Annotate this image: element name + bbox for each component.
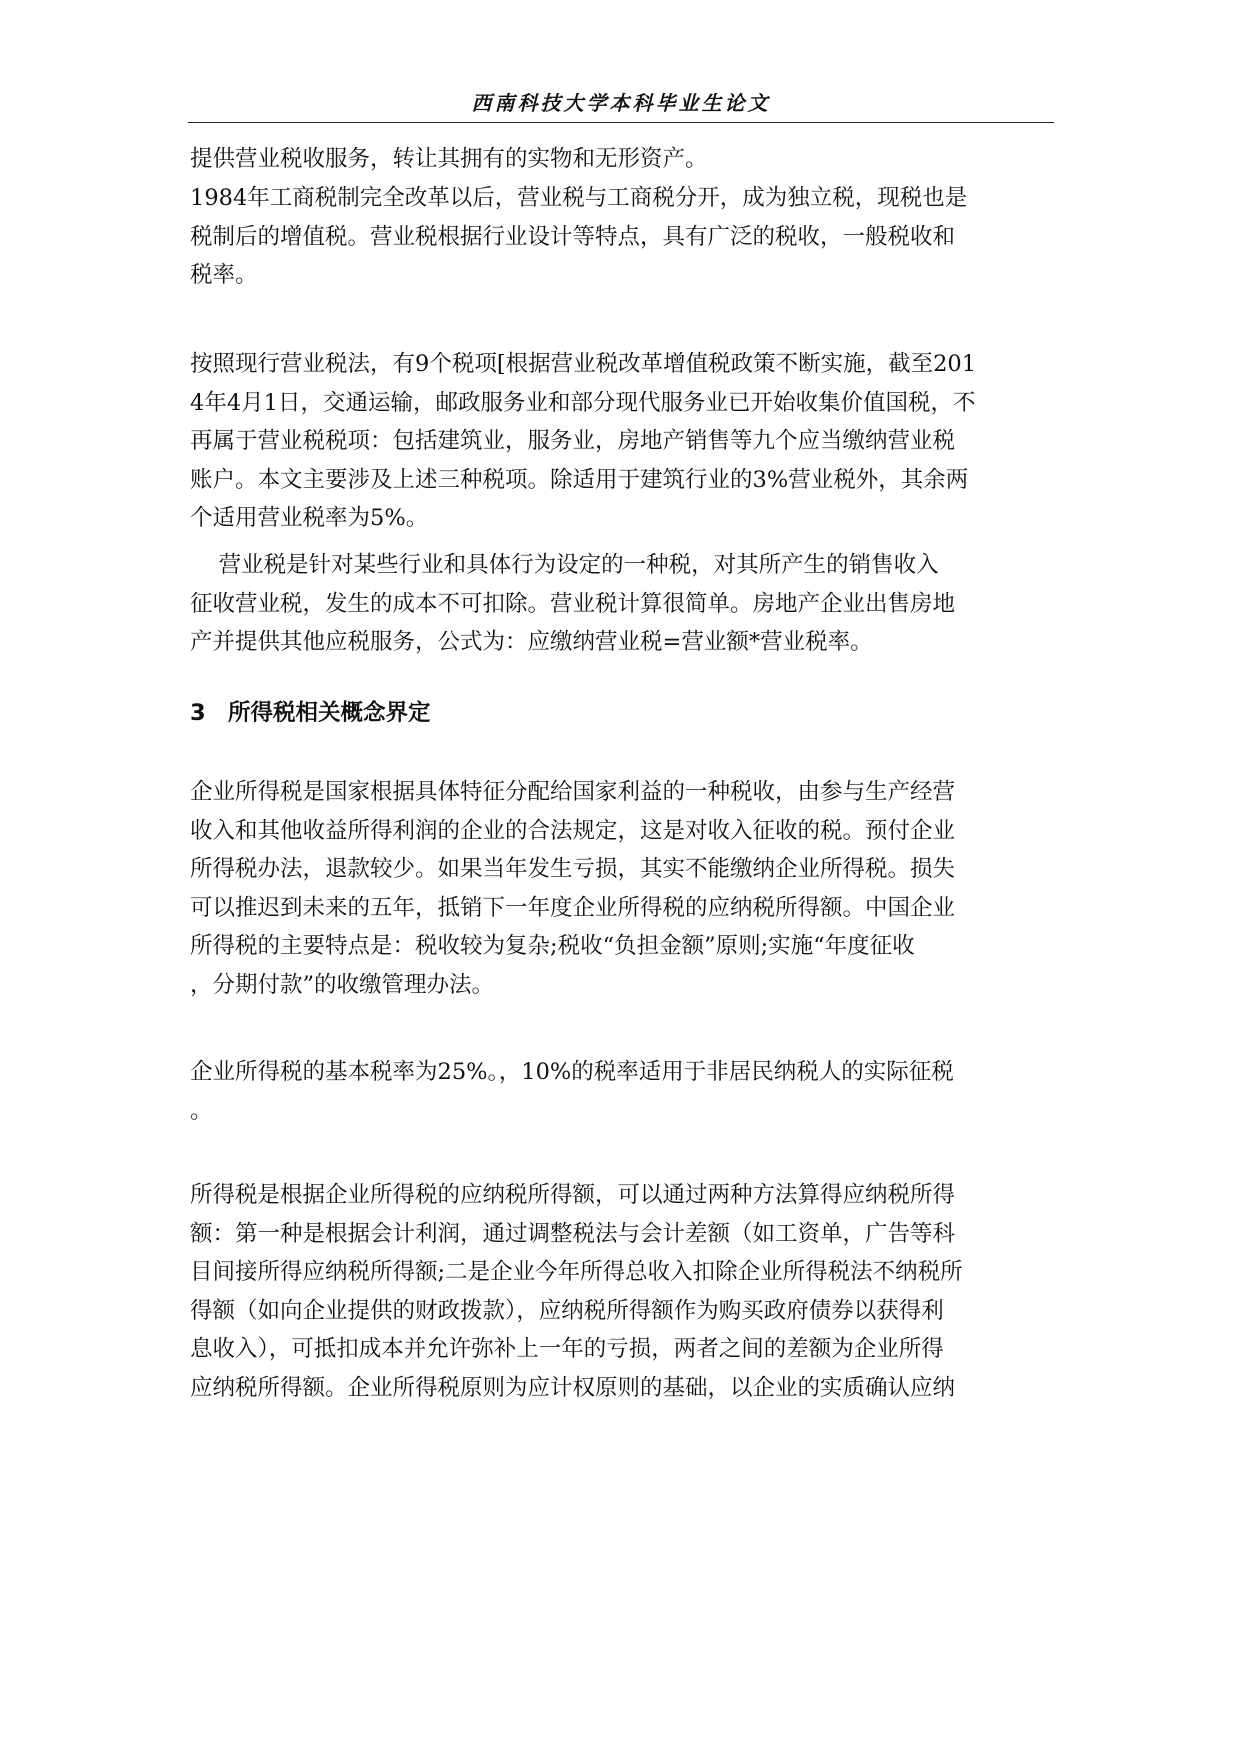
- paragraph-5: 企业所得税是国家根据具体特征分配给国家利益的一种税收，由参与生产经营 收入和其他收益所得利润的企业的合法规定，这是对收入征收的税。预付企业 所得税办法，退款较少。如果当年发生亏损，其实不能缴纳企业所得税。损失 可以推迟到未来的五年，抵销下一年度企业所得税的应纳税所得额。中国企业 所得税的主要特点是：税收较为复杂;税收“负担金额”原则;实施“年度征收 ，分期付款”的收缴管理办法。: [190, 779, 956, 998]
- paragraph-7: 所得税是根据企业所得税的应纳税所得额，可以通过两种方法算得应纳税所得 额：第一种是根据会计利润，通过调整税法与会计差额（如工资单，广告等科 目间接所得应纳税所得额;二是企业今年所得总收入扣除企业所得税法不纳税所 得额（如向企业提供的财政拨款），应纳税所得额作为购买政府债券以获得利 息收入），可抵扣成本并允许弥补上一年的亏损，两者之间的差额为企业所得 应纳税所得额。企业所得税原则为应计权原则的基础，以企业的实质确认应纳: [190, 1182, 963, 1401]
- section-heading: [190, 694, 431, 732]
- paragraph-3: 按照现行营业税法，有9个税项[根据营业税改革增值税政策不断实施，截至201 4年4月1日，交通运输，邮政服务业和部分现代服务业已开始收集价值国税，不 再属于营业税税项：包括建筑业，服务业，房地产销售等九个应当缴纳营业税 账户。本文主要涉及上述三种税项。除适用于建筑行业的3%营业税外，其余两 个适用营业税率为5%。: [190, 351, 977, 531]
- header-title: 西南科技大学本科毕业生论文: [471, 91, 771, 115]
- paragraph-4: 营业税是针对某些行业和具体行为设定的一种税，对其所产生的销售收入 征收营业税，发生的成本不可扣除。营业税计算很简单。房地产企业出售房地 产并提供其他应税服务，公式为：应缴纳营业税=营业额*营业税率。: [190, 552, 956, 655]
- paragraph-2: 1984年工商税制完全改革以后，营业税与工商税分开，成为独立税，现税也是 税制后的增值税。营业税根据行业设计等特点，具有广泛的税收，一般税收和 税率。: [190, 185, 968, 288]
- paragraph-6: 企业所得税的基本税率为25%。，10%的税率适用于非居民纳税人的实际征税 。: [190, 1059, 954, 1124]
- section-title: 所得税相关概念界定: [228, 700, 431, 726]
- paragraph-1: 提供营业税收服务，转让其拥有的实物和无形资产。: [190, 146, 708, 172]
- section-number: 3: [190, 700, 206, 726]
- running-header: [188, 88, 1054, 123]
